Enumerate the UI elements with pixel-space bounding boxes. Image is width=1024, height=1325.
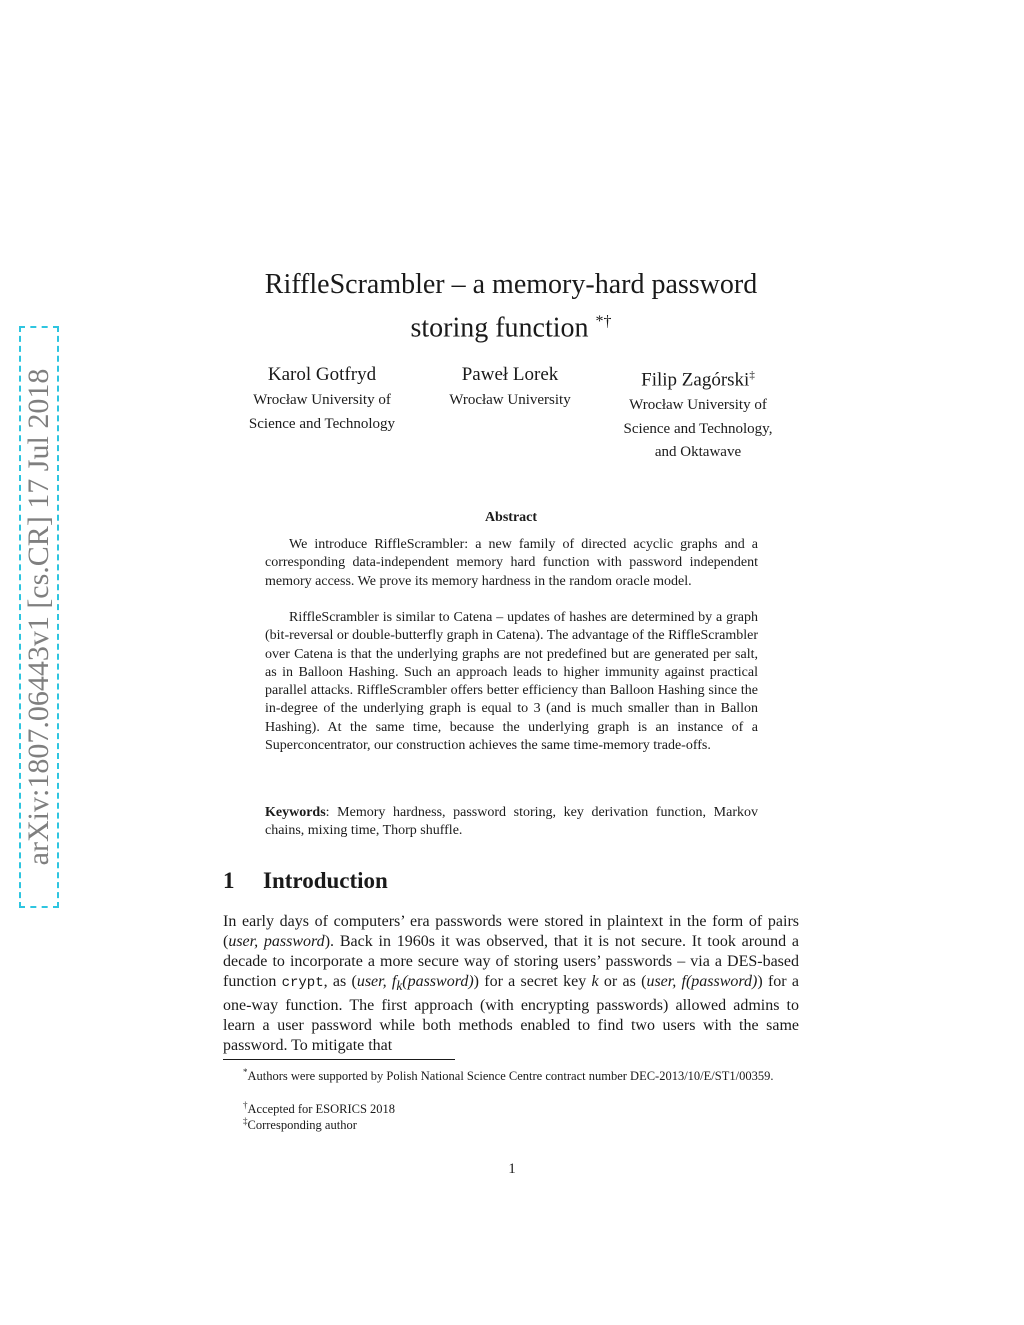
- footnote: [243, 1113, 819, 1133]
- arxiv-stamp-text: arXiv:1807.06443v1 [cs.CR] 17 Jul 2018: [22, 368, 55, 866]
- author-name-text: Paweł Lorek: [461, 364, 559, 385]
- section-number: 1: [223, 868, 235, 893]
- author-name: [400, 361, 620, 389]
- keywords-label: Keywords: [265, 805, 326, 820]
- footnote-rule: [223, 1059, 455, 1060]
- footnote-text: Accepted for ESORICS 2018: [247, 1102, 396, 1117]
- footnote-text: Authors were supported by Polish National Science Centre contract number DEC-2013/10/E/ST1/00359.: [247, 1069, 774, 1084]
- paper-title: [200, 266, 822, 346]
- footnote-mark: ‡: [243, 1116, 248, 1126]
- abstract-paragraph: We introduce RiffleScrambler: a new family of directed acyclic graphs and a corresponding data-independent memory hard function with password independent memory access. We prove its memory hardness in the random oracle model.: [265, 537, 758, 589]
- abstract-heading: Abstract: [484, 510, 538, 525]
- abstract-paragraph: RiffleScrambler is similar to Catena – updates of hashes are determined by a graph (bit-reversal or double-butterfly graph in Catena). The advantage of the RiffleScrambler over Catena is that the underlying graphs are not predefined but are generated per salt, as in Balloon Hashing. Such an approach leads to higher immunity against practical parallel attacks. RiffleScrambler offers better efficiency than Balloon Hashing since the in-degree of the underlying graph is equal to 3 (and is much smaller than in Ballon Hashing). At the same time, because the underlying graph is an instance of a Superconcentrator, our construction achieves the same time-memory trade-offs.: [265, 610, 758, 754]
- author-name: [212, 361, 432, 389]
- title-line-2-text: storing function: [410, 312, 589, 344]
- keywords-text: : Memory hardness, password storing, key derivation function, Markov chains, mixing time, Thorp shuffle.: [265, 805, 758, 839]
- code-crypt: crypt: [281, 975, 324, 991]
- arxiv-stamp: [19, 326, 59, 908]
- footnote-text: Corresponding author: [247, 1118, 357, 1133]
- author-block: [588, 361, 808, 465]
- author-name-text: Filip Zagórski: [641, 369, 750, 391]
- author-affiliation-line: Wrocław University of: [253, 392, 391, 408]
- author-affiliation-line: Science and Technology: [248, 415, 396, 432]
- intro-paragraph: In early days of computers’ era passwords were stored in plaintext in the form of pairs (user, password). Back in 1960s it was observed, that it is not secure. It took around a decade to incorporate a more secure way of storing users’ passwords – via a DES-based function crypt, as (user, $f_k(password)$) for a secret key k or as (user, f(password)) for a one-way function. The first approach (with encrypting passwords) allowed admins to learn a user password while both methods enabled to find two users with the same password. To mitigate that: [223, 913, 799, 1055]
- author-name-text: Karol Gotfryd: [267, 364, 377, 385]
- footnote: [223, 1064, 799, 1084]
- author-block: [212, 361, 432, 436]
- title-line-2: [200, 303, 822, 346]
- page-number: 1: [508, 1161, 516, 1177]
- footnote-mark: †: [243, 1100, 248, 1110]
- author-block: [400, 361, 620, 413]
- keywords: [265, 804, 758, 841]
- author-affiliation-line: and Oktawave: [654, 444, 742, 461]
- author-footnote-mark: ‡: [749, 369, 755, 381]
- footnote-mark: *: [243, 1067, 248, 1077]
- author-name: [588, 361, 808, 394]
- title-footnote-marks: *†: [595, 313, 612, 330]
- author-affiliation-line: Wrocław University: [449, 392, 571, 408]
- title-line-1: RiffleScrambler – a memory-hard password: [264, 269, 758, 300]
- author-affiliation-line: Wrocław University of: [629, 397, 767, 414]
- section-title: Introduction: [263, 868, 388, 893]
- author-affiliation-line: Science and Technology,: [623, 420, 773, 437]
- section-heading: [223, 868, 388, 894]
